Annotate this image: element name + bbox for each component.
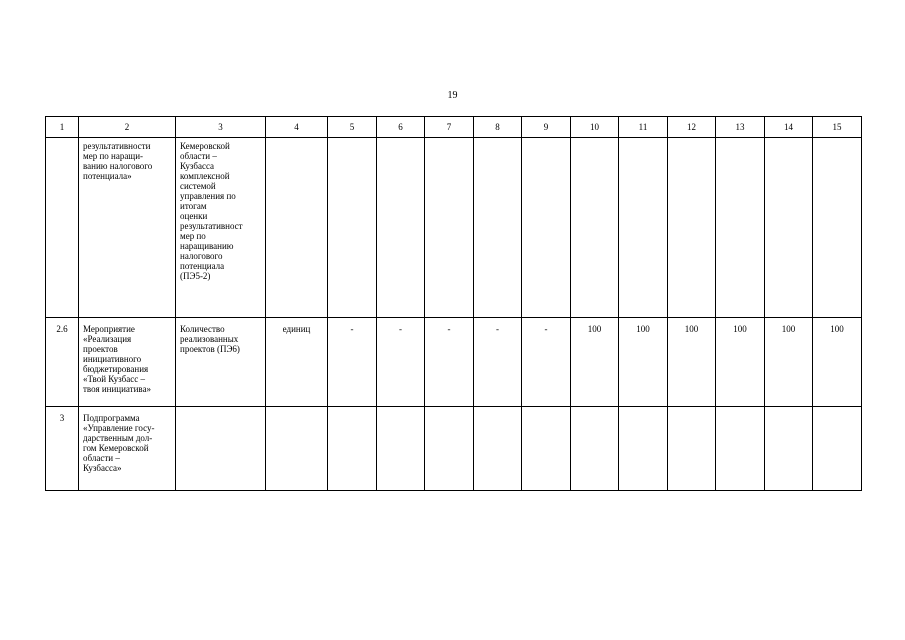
header-cell-2: 2 (79, 117, 176, 138)
row-number-cell (46, 138, 79, 318)
row-unit-cell (266, 318, 328, 407)
row-value-cell-15-text: 100 (830, 324, 844, 334)
row-value-cell-14 (765, 318, 813, 407)
table-row (46, 407, 862, 491)
row-value-cell-15 (813, 138, 862, 318)
row-value-cell-11-text: 100 (636, 324, 650, 334)
row-value-cell-11 (619, 318, 668, 407)
row-number-cell (46, 407, 79, 491)
header-cell-11: 11 (619, 117, 668, 138)
table-row (46, 138, 862, 318)
row-value-cell-5-text: - (350, 324, 354, 334)
row-name-cell-text: Мероприятие «Реализация проектов инициативного бюджетирования «Твой Кузбасс – твоя инициатива» (83, 324, 152, 394)
row-name-cell (79, 138, 176, 318)
row-value-cell-10 (571, 407, 619, 491)
header-cell-3: 3 (176, 117, 266, 138)
row-indicator-cell (176, 138, 266, 318)
header-cell-13: 13 (716, 117, 765, 138)
row-value-cell-11 (619, 138, 668, 318)
row-value-cell-5 (328, 318, 377, 407)
row-value-cell-13-text: 100 (733, 324, 747, 334)
row-value-cell-9 (522, 138, 571, 318)
row-unit-cell (266, 138, 328, 318)
row-value-cell-12 (668, 138, 716, 318)
row-value-cell-7-text: - (447, 324, 451, 334)
row-unit-cell-text: единиц (282, 324, 311, 334)
header-cell-5: 5 (328, 117, 377, 138)
row-value-cell-5 (328, 407, 377, 491)
row-name-cell (79, 318, 176, 407)
row-value-cell-7 (425, 407, 474, 491)
row-value-cell-7 (425, 318, 474, 407)
indicators-table (45, 116, 862, 491)
row-value-cell-14 (765, 407, 813, 491)
row-value-cell-8-text: - (496, 324, 499, 334)
row-value-cell-13 (716, 407, 765, 491)
row-value-cell-12 (668, 318, 716, 407)
row-value-cell-6 (377, 407, 425, 491)
row-unit-cell (266, 407, 328, 491)
row-value-cell-15 (813, 318, 862, 407)
row-number-cell-text: 2.6 (56, 324, 68, 334)
row-value-cell-7 (425, 138, 474, 318)
row-indicator-cell-text: Количество реализованных проектов (ПЭ6) (180, 324, 240, 354)
row-value-cell-14 (765, 138, 813, 318)
header-cell-9: 9 (522, 117, 571, 138)
header-cell-12: 12 (668, 117, 716, 138)
row-value-cell-8 (474, 407, 522, 491)
row-name-cell-text: Подпрограмма «Управление госу- дарственным дол- гом Кемеровской области – Кузбасса» (83, 413, 155, 473)
row-number-cell (46, 318, 79, 407)
row-value-cell-9 (522, 407, 571, 491)
row-value-cell-6-text: - (399, 324, 402, 334)
row-indicator-cell-text: Кемеровской области – Кузбасса комплексной системой управления по итогам оценки результативност мер по наращиванию налогового потенциала (ПЭ5-2) (180, 141, 243, 281)
header-cell-1: 1 (46, 117, 79, 138)
row-value-cell-11 (619, 407, 668, 491)
row-value-cell-10 (571, 138, 619, 318)
row-value-cell-12 (668, 407, 716, 491)
row-value-cell-5 (328, 138, 377, 318)
row-value-cell-13 (716, 138, 765, 318)
table-row (46, 318, 862, 407)
table-header-row (46, 117, 862, 138)
row-value-cell-10 (571, 318, 619, 407)
row-value-cell-12-text: 100 (684, 324, 699, 334)
row-number-cell-text: 3 (59, 413, 65, 423)
header-cell-8: 8 (474, 117, 522, 138)
header-cell-15: 15 (813, 117, 862, 138)
header-cell-6: 6 (377, 117, 425, 138)
row-value-cell-8 (474, 138, 522, 318)
row-value-cell-8 (474, 318, 522, 407)
row-value-cell-15 (813, 407, 862, 491)
row-value-cell-13 (716, 318, 765, 407)
header-cell-14: 14 (765, 117, 813, 138)
row-value-cell-9 (522, 318, 571, 407)
header-cell-7: 7 (425, 117, 474, 138)
row-name-cell (79, 407, 176, 491)
row-value-cell-6 (377, 138, 425, 318)
row-name-cell-text: результативности мер по наращи- ванию налогового потенциала» (83, 141, 153, 181)
header-cell-4: 4 (266, 117, 328, 138)
row-value-cell-10-text: 100 (587, 324, 602, 334)
page-number: 19 (447, 90, 458, 101)
row-value-cell-14-text: 100 (781, 324, 796, 334)
row-value-cell-9-text: - (544, 324, 548, 334)
row-indicator-cell (176, 407, 266, 491)
row-indicator-cell (176, 318, 266, 407)
row-value-cell-6 (377, 318, 425, 407)
header-cell-10: 10 (571, 117, 619, 138)
